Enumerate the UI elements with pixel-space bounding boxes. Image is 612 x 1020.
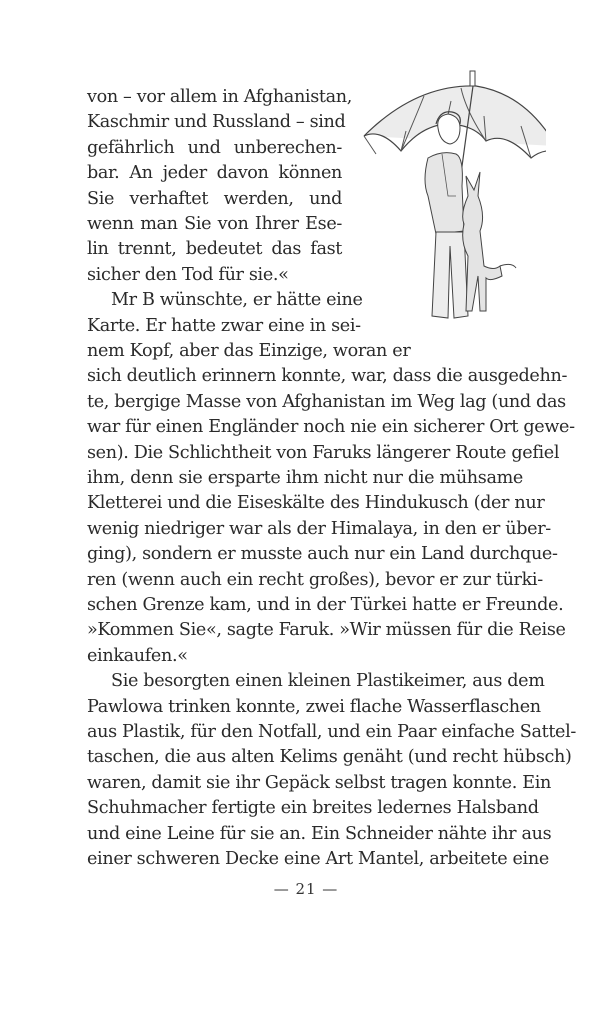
text-line: Kletterei und die Eiseskälte des Hindukusch (der nur — [87, 493, 545, 514]
text-line: te, bergige Masse von Afghanistan im Weg lag (und das — [87, 391, 566, 412]
text-line: Sie verhaftet werden, und — [87, 188, 342, 209]
text-line: Karte. Er hatte zwar eine in sei- — [87, 315, 361, 336]
text-line: sich deutlich erinnern konnte, war, dass die ausgedehn- — [87, 366, 568, 387]
text-line: wenn man Sie von Ihrer Ese- — [87, 214, 342, 234]
text-line: sicher den Tod für sie.« — [87, 264, 289, 285]
text-line: nem Kopf, aber das Einzige, woran er — [87, 341, 411, 361]
text-line: taschen, die aus alten Kelims genäht (und recht hübsch) — [87, 747, 572, 768]
text-line: lin trennt, bedeutet das fast — [87, 239, 342, 260]
text-line: ren (wenn auch ein recht großes), bevor er zur türki- — [87, 569, 543, 590]
text-line: Sie besorgten einen kleinen Plastikeimer, aus dem — [111, 671, 545, 692]
text-line: »Kommen Sie«, sagte Faruk. »Wir müssen für die Reise — [87, 620, 566, 641]
text-line: bar. An jeder davon können — [87, 163, 342, 184]
text-line: aus Plastik, für den Notfall, und ein Paar einfache Sattel- — [87, 722, 576, 742]
text-line: einkaufen.« — [87, 645, 188, 666]
text-line: gefährlich und unberechen- — [87, 137, 342, 158]
text-line: ging), sondern er musste auch nur ein Land durchque- — [87, 544, 558, 565]
text-line: waren, damit sie ihr Gepäck selbst tragen konnte. Ein — [87, 772, 551, 793]
text-line: ihm, denn sie ersparte ihm nicht nur die mühsame — [87, 468, 523, 488]
text-line: Kaschmir und Russland – sind — [87, 112, 346, 133]
text-line: Pawlowa trinken konnte, zwei flache Wasserflaschen — [87, 696, 541, 717]
text-line: Mr B wünschte, er hätte eine — [111, 290, 363, 311]
illustration-man-umbrella-donkey-icon — [356, 66, 546, 336]
text-line: einer schweren Decke eine Art Mantel, arbeitete eine — [87, 849, 549, 869]
text-line: schen Grenze kam, und in der Türkei hatte er Freunde. — [87, 595, 564, 615]
text-line: Schuhmacher fertigte ein breites ledernes Halsband — [87, 798, 539, 819]
page-number: — 21 — — [273, 880, 339, 898]
text-line: wenig niedriger war als der Himalaya, in den er über- — [87, 518, 551, 539]
text-line: sen). Die Schlichtheit von Faruks längerer Route gefiel — [87, 442, 560, 463]
text-line: von – vor allem in Afghanistan, — [87, 87, 352, 107]
text-line: war für einen Engländer noch nie ein sicherer Ort gewe- — [87, 417, 575, 438]
text-line: und eine Leine für sie an. Ein Schneider nähte ihr aus — [87, 823, 552, 844]
